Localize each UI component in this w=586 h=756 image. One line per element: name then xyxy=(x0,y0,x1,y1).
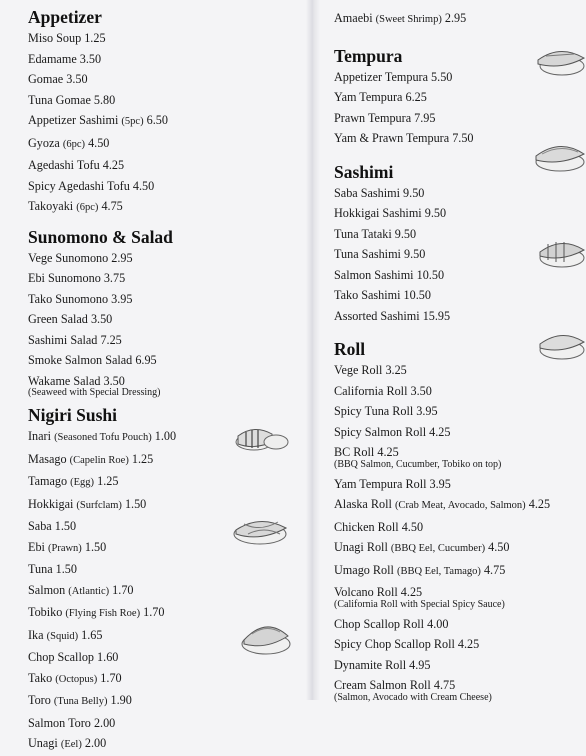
menu-item: Ebi (Prawn) 1.50 xyxy=(28,539,107,554)
menu-item: Tuna Sashimi 9.50 xyxy=(334,247,426,261)
menu-item: Gomae 3.50 xyxy=(28,72,88,86)
menu-item: Ika (Squid) 1.65 xyxy=(28,627,103,642)
menu-item: Chicken Roll 4.50 xyxy=(334,519,424,534)
menu-item: Vege Roll 3.25 xyxy=(334,363,407,377)
section-title: Appetizer xyxy=(28,7,102,27)
menu-item: Prawn Tempura 7.95 xyxy=(334,110,436,125)
menu-item: Tako (Octopus) 1.70 xyxy=(28,670,122,685)
menu-item: Masago (Capelin Roe) 1.25 xyxy=(28,451,154,466)
section-sunomono-salad xyxy=(28,226,303,399)
menu-item: Tuna Gomae 5.80 xyxy=(28,92,116,107)
menu-item: Assorted Sashimi 15.95 xyxy=(334,308,451,323)
section-title: Sunomono & Salad xyxy=(28,226,173,247)
section-appetizer xyxy=(28,6,303,219)
menu-item: Yam Tempura Roll 3.95 xyxy=(334,476,451,491)
menu-item: Spicy Chop Scallop Roll 4.25 xyxy=(334,637,480,651)
menu-item: Wakame Salad 3.50 xyxy=(28,373,125,388)
menu-item: Alaska Roll (Crab Meat, Avocado, Salmon) 4.25 xyxy=(334,497,551,511)
menu-item: Hokkigai (Surfclam) 1.50 xyxy=(28,496,147,511)
menu-item: Sashimi Salad 7.25 xyxy=(28,332,122,347)
menu-item: California Roll 3.50 xyxy=(334,383,432,398)
menu-item: Appetizer Tempura 5.50 xyxy=(334,69,453,84)
menu-item: Appetizer Sashimi (5pc) 6.50 xyxy=(28,113,168,127)
menu-item: Spicy Tuna Roll 3.95 xyxy=(334,404,438,418)
menu-item: Vege Sunomono 2.95 xyxy=(28,250,133,265)
menu-item: Tamago (Egg) 1.25 xyxy=(28,474,119,488)
menu-item: Spicy Salmon Roll 4.25 xyxy=(334,424,451,439)
nigiri-sketch-icon xyxy=(534,40,586,78)
menu-item: Yam & Prawn Tempura 7.50 xyxy=(334,131,474,145)
menu-item: Salmon Sashimi 10.50 xyxy=(334,267,445,282)
menu-item: Edamame 3.50 xyxy=(28,51,102,66)
nigiri-sketch-icon xyxy=(232,420,292,454)
nigiri-sketch-icon xyxy=(536,230,586,270)
menu-item: Hokkigai Sashimi 9.50 xyxy=(334,206,447,220)
menu-item: Unagi Roll (BBQ Eel, Cucumber) 4.50 xyxy=(334,540,510,554)
menu-item: Green Salad 3.50 xyxy=(28,312,113,326)
menu-item: Yam Tempura 6.25 xyxy=(334,90,427,104)
menu-item: Tako Sashimi 10.50 xyxy=(334,288,431,302)
menu-item: Dynamite Roll 4.95 xyxy=(334,657,431,672)
menu-item: Ebi Sunomono 3.75 xyxy=(28,271,126,285)
section-nigiri-sushi xyxy=(28,404,303,756)
menu-item: Toro (Tuna Belly) 1.90 xyxy=(28,693,132,707)
nigiri-sketch-icon xyxy=(536,322,586,362)
menu-item: Tuna Tataki 9.50 xyxy=(334,226,417,241)
menu-item: Inari (Seasoned Tofu Pouch) 1.00 xyxy=(28,429,177,443)
menu-item: Chop Scallop 1.60 xyxy=(28,650,119,664)
menu-item: Saba Sashimi 9.50 xyxy=(334,185,425,200)
section-title: Sashimi xyxy=(334,161,394,182)
menu-item: Chop Scallop Roll 4.00 xyxy=(334,616,449,631)
page-fold xyxy=(306,0,320,700)
nigiri-sketch-icon xyxy=(230,512,292,548)
menu-item: Agedashi Tofu 4.25 xyxy=(28,158,125,172)
menu-item: Volcano Roll 4.25 xyxy=(334,585,423,599)
menu-item: Smoke Salmon Salad 6.95 xyxy=(28,353,157,367)
menu-item: Spicy Agedashi Tofu 4.50 xyxy=(28,178,155,193)
menu-item: Tuna 1.50 xyxy=(28,562,77,576)
menu-item: Tako Sunomono 3.95 xyxy=(28,291,133,306)
menu-item: Miso Soup 1.25 xyxy=(28,31,106,45)
menu-item: Amaebi (Sweet Shrimp) 2.95 xyxy=(334,11,467,25)
section-roll xyxy=(334,338,584,703)
menu-item: Cream Salmon Roll 4.75 xyxy=(334,678,456,692)
section-title: Roll xyxy=(334,339,366,359)
menu-item: Umago Roll (BBQ Eel, Tamago) 4.75 xyxy=(334,562,506,577)
nigiri-sketch-icon xyxy=(238,610,294,658)
menu-item: Unagi (Eel) 2.00 xyxy=(28,736,107,750)
menu-item-description: (California Roll with Special Spicy Sauce) xyxy=(334,598,505,610)
nigiri-sketch-icon xyxy=(532,134,586,174)
menu-item: Salmon Toro 2.00 xyxy=(28,715,116,730)
menu-item: BC Roll 4.25 xyxy=(334,445,399,459)
menu-item-description: (Salmon, Avocado with Cream Cheese) xyxy=(334,691,492,703)
section-title: Tempura xyxy=(334,45,403,66)
menu-item: Takoyaki (6pc) 4.75 xyxy=(28,199,123,213)
menu-item-description: (BBQ Salmon, Cucumber, Tobiko on top) xyxy=(334,458,502,470)
section-nigiri-continued xyxy=(334,8,584,31)
section-title: Nigiri Sushi xyxy=(28,405,117,425)
menu-item: Tobiko (Flying Fish Roe) 1.70 xyxy=(28,605,165,619)
menu-item: Gyoza (6pc) 4.50 xyxy=(28,135,110,150)
menu-item: Saba 1.50 xyxy=(28,519,77,533)
menu-item-description: (Seaweed with Special Dressing) xyxy=(28,387,161,398)
menu-item: Salmon (Atlantic) 1.70 xyxy=(28,582,134,597)
